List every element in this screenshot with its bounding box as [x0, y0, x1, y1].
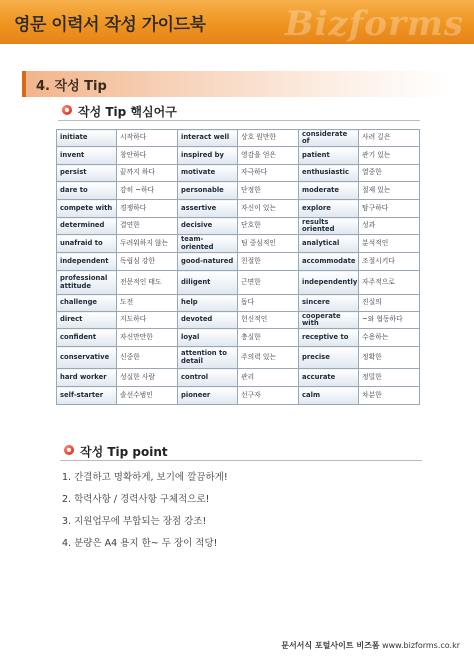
table-row [57, 329, 420, 347]
keyword-korean: 결연한 [117, 218, 178, 235]
keyword-korean: 두려워하지 않는 [117, 235, 178, 253]
keyword-korean: 정밀한 [359, 369, 420, 387]
table-row [57, 218, 420, 235]
table-row [57, 295, 420, 312]
section-number: 4. [36, 79, 50, 94]
keyword-english: cooperate with [299, 312, 359, 329]
table-row [57, 271, 420, 295]
keyword-english: hard worker [57, 369, 117, 387]
footer [281, 640, 460, 651]
table-row [57, 147, 420, 165]
keyword-korean: 근면한 [238, 271, 299, 295]
keyword-english: independently [299, 271, 359, 295]
keyword-english: challenge [57, 295, 117, 312]
keyword-korean: 신중한 [117, 347, 178, 369]
keyword-korean: ~와 협동하다 [359, 312, 420, 329]
keyword-korean: 관리 [238, 369, 299, 387]
keyword-korean: 단호한 [238, 218, 299, 235]
keyword-english: unafraid to [57, 235, 117, 253]
table-row [57, 200, 420, 218]
keyword-english: personable [178, 182, 238, 200]
keyword-english: sincere [299, 295, 359, 312]
table-row [57, 347, 420, 369]
keyword-english: help [178, 295, 238, 312]
keyword-korean: 상호 원만한 [238, 130, 299, 147]
keyword-korean: 차분한 [359, 387, 420, 405]
keyword-english: precise [299, 347, 359, 369]
table-row [57, 369, 420, 387]
keyword-english: determined [57, 218, 117, 235]
keyword-english: persist [57, 165, 117, 182]
keyword-english: good-natured [178, 253, 238, 271]
keyword-english: decisive [178, 218, 238, 235]
keyword-english: direct [57, 312, 117, 329]
keyword-korean: 정확한 [359, 347, 420, 369]
table-row [57, 235, 420, 253]
tip-point-heading: 작성 Tip point [80, 445, 168, 459]
keyword-english: professional attitude [57, 271, 117, 295]
keywords-table [56, 129, 420, 405]
keyword-korean: 도전 [117, 295, 178, 312]
keyword-english: calm [299, 387, 359, 405]
keyword-english: accurate [299, 369, 359, 387]
keyword-english: motivate [178, 165, 238, 182]
keyword-korean: 독립심 강한 [117, 253, 178, 271]
keyword-korean: 선구자 [238, 387, 299, 405]
keyword-english: invent [57, 147, 117, 165]
keyword-english: confident [57, 329, 117, 347]
keyword-korean: 자신만만한 [117, 329, 178, 347]
keyword-korean: 헌신적인 [238, 312, 299, 329]
footer-url: www.bizforms.co.kr [382, 641, 460, 650]
table-row [57, 182, 420, 200]
keyword-english: initiate [57, 130, 117, 147]
keyword-korean: 지도하다 [117, 312, 178, 329]
keyword-korean: 경쟁하다 [117, 200, 178, 218]
list-item: 1. 간결하고 명확하게, 보기에 깔끔하게! [62, 472, 228, 483]
keyword-english: diligent [178, 271, 238, 295]
keyword-korean: 자주적으로 [359, 271, 420, 295]
keyword-english: independent [57, 253, 117, 271]
tip-point-heading-underline [60, 460, 422, 461]
keyword-korean: 솔선수범인 [117, 387, 178, 405]
keyword-english: moderate [299, 182, 359, 200]
keyword-korean: 진실의 [359, 295, 420, 312]
keyword-english: team-oriented [178, 235, 238, 253]
keyword-korean: 창안하다 [117, 147, 178, 165]
keyword-korean: 영감을 얻은 [238, 147, 299, 165]
keyword-english: assertive [178, 200, 238, 218]
bullet-icon [62, 105, 72, 115]
keyword-korean: 관기 있는 [359, 147, 420, 165]
keyword-korean: 돕다 [238, 295, 299, 312]
keyword-english: results oriented [299, 218, 359, 235]
keyword-english: self-starter [57, 387, 117, 405]
footer-label: 문서서식 포털사이트 비즈폼 [281, 641, 380, 650]
keyword-korean: 자극하다 [238, 165, 299, 182]
keyword-korean: 자신이 있는 [238, 200, 299, 218]
keyword-english: considerate of [299, 130, 359, 147]
keyword-korean: 팀 중심적인 [238, 235, 299, 253]
table-row [57, 312, 420, 329]
list-item: 2. 학력사항 / 경력사항 구체적으로! [62, 494, 210, 505]
keyword-english: pioneer [178, 387, 238, 405]
keyword-english: dare to [57, 182, 117, 200]
keyword-english: attention to detail [178, 347, 238, 369]
keyword-english: devoted [178, 312, 238, 329]
keyword-english: patient [299, 147, 359, 165]
document-title: 영문 이력서 작성 가이드북 [14, 15, 206, 35]
keyword-korean: 성과 [359, 218, 420, 235]
keyword-korean: 탐구하다 [359, 200, 420, 218]
keyword-english: inspired by [178, 147, 238, 165]
keyword-english: interact well [178, 130, 238, 147]
keyword-korean: 주의력 있는 [238, 347, 299, 369]
keyword-korean: 단정한 [238, 182, 299, 200]
table-row [57, 130, 420, 147]
keyword-korean: 절제 있는 [359, 182, 420, 200]
keywords-heading: 작성 Tip 핵심어구 [78, 105, 177, 119]
tip-point-list [62, 472, 228, 560]
keyword-korean: 전문적인 태도 [117, 271, 178, 295]
table-row [57, 387, 420, 405]
section-heading-bar [22, 71, 450, 97]
keyword-korean: 끝까지 하다 [117, 165, 178, 182]
keyword-english: compete with [57, 200, 117, 218]
keyword-korean: 시작하다 [117, 130, 178, 147]
keyword-korean: 사려 깊은 [359, 130, 420, 147]
keyword-korean: 감히 ~하다 [117, 182, 178, 200]
header-banner [0, 0, 474, 44]
keyword-english: explore [299, 200, 359, 218]
keyword-korean: 조절시키다 [359, 253, 420, 271]
keywords-heading-underline [58, 120, 420, 121]
keyword-korean: 분석적인 [359, 235, 420, 253]
keyword-korean: 수용하는 [359, 329, 420, 347]
keyword-korean: 충실한 [238, 329, 299, 347]
keyword-english: enthusiastic [299, 165, 359, 182]
keyword-english: analytical [299, 235, 359, 253]
keyword-english: loyal [178, 329, 238, 347]
keyword-korean: 성실한 사람 [117, 369, 178, 387]
keyword-korean: 열중한 [359, 165, 420, 182]
table-row [57, 253, 420, 271]
keyword-english: accommodate [299, 253, 359, 271]
section-title: 작성 Tip [54, 79, 107, 94]
keyword-english: receptive to [299, 329, 359, 347]
keyword-english: control [178, 369, 238, 387]
keyword-korean: 친절한 [238, 253, 299, 271]
bullet-icon [64, 445, 74, 455]
keyword-english: conservative [57, 347, 117, 369]
list-item: 3. 지원업무에 부합되는 장점 강조! [62, 516, 207, 527]
list-item: 4. 분량은 A4 용지 한~ 두 장이 적당! [62, 538, 218, 549]
table-row [57, 165, 420, 182]
section-heading [36, 75, 107, 94]
brand-watermark: Bizforms [284, 4, 464, 44]
